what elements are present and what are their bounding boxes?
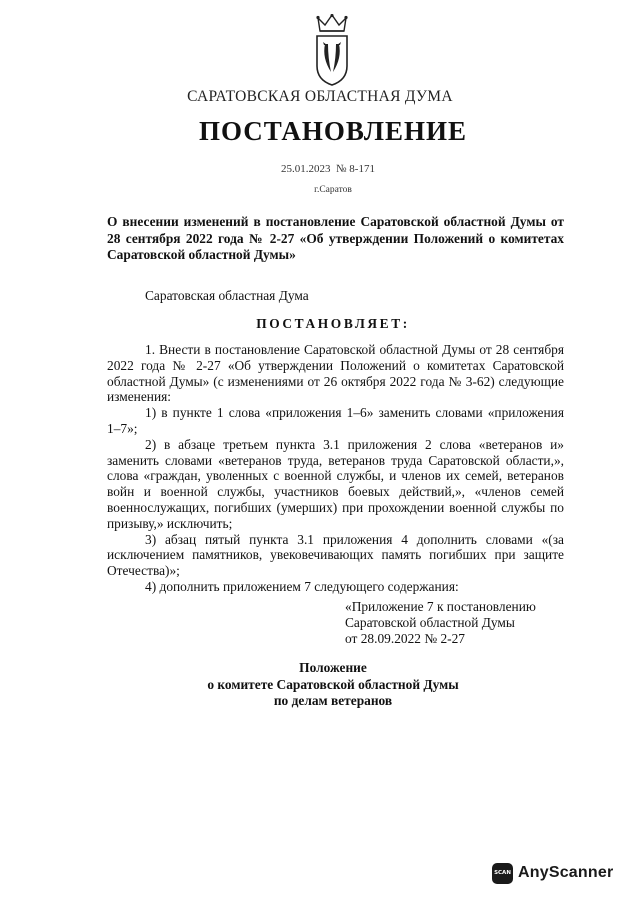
anyscanner-watermark: [492, 862, 622, 884]
appendix-line-3: от 28.09.2022 № 2-27: [345, 631, 465, 646]
clause-1-item-2: 2) в абзаце третьем пункта 3.1 приложения 2 слова «ветеранов и» заменить словами «ветеранов труда, ветеранов труда Саратовской области,», слова «граждан, уволенных с военной службы, и членов их семей, ветеранов войн и военной службы, участников боевых действий,», «членов семей военнослужащих, погибших (умерших) при прохождении военной службы по призыву,» исключить;: [107, 436, 564, 531]
regulation-title-line-1: Положение: [299, 660, 367, 675]
appendix-line-2: Саратовской областной Думы: [345, 615, 515, 630]
scan-icon: SCAN: [492, 863, 513, 884]
document-type: ПОСТАНОВЛЕНИЕ: [198, 116, 468, 146]
appendix-reference: [345, 599, 565, 647]
watermark-text: AnyScanner: [518, 864, 614, 881]
preamble: Саратовская областная Дума: [145, 288, 309, 303]
clauses: [107, 342, 564, 595]
city: г.Саратов: [314, 185, 352, 195]
document-subject: О внесении изменений в постановление Саратовской областной Думы от 28 сентября 2022 года № 2-27 «Об утверждении Положений о комитетах Саратовской областной Думы»: [107, 214, 564, 262]
organization-name: САРАТОВСКАЯ ОБЛАСТНАЯ ДУМА: [187, 88, 453, 105]
regulation-title-line-2: о комитете Саратовской областной Думы: [207, 676, 459, 692]
regulation-title: [0, 660, 640, 710]
date-number: 25.01.2023 № 8-171: [281, 163, 375, 175]
appendix-line-1: «Приложение 7 к постановлению: [345, 599, 536, 614]
clause-1: 1. Внести в постановление Саратовской областной Думы от 28 сентября 2022 года № 2-27 «Об утверждении Положений о комитетах Саратовской областной Думы» (с изменениями от 26 октября 2022 года № 3-62) следующие изменения:: [107, 342, 564, 405]
saratov-coat-of-arms-icon: [312, 14, 352, 86]
resolves-heading: ПОСТАНОВЛЯЕТ:: [256, 316, 410, 331]
clause-1-item-1: 1) в пункте 1 слова «приложения 1–6» заменить словами «приложения 1–7»;: [107, 405, 564, 436]
regulation-title-line-3: по делам ветеранов: [273, 693, 393, 708]
clause-1-item-3: 3) абзац пятый пункта 3.1 приложения 4 дополнить словами «(за исключением памятников, увековечивающих память погибших при защите Отечества)»;: [107, 531, 564, 579]
clause-1-item-4: 4) дополнить приложением 7 следующего содержания:: [145, 578, 459, 594]
